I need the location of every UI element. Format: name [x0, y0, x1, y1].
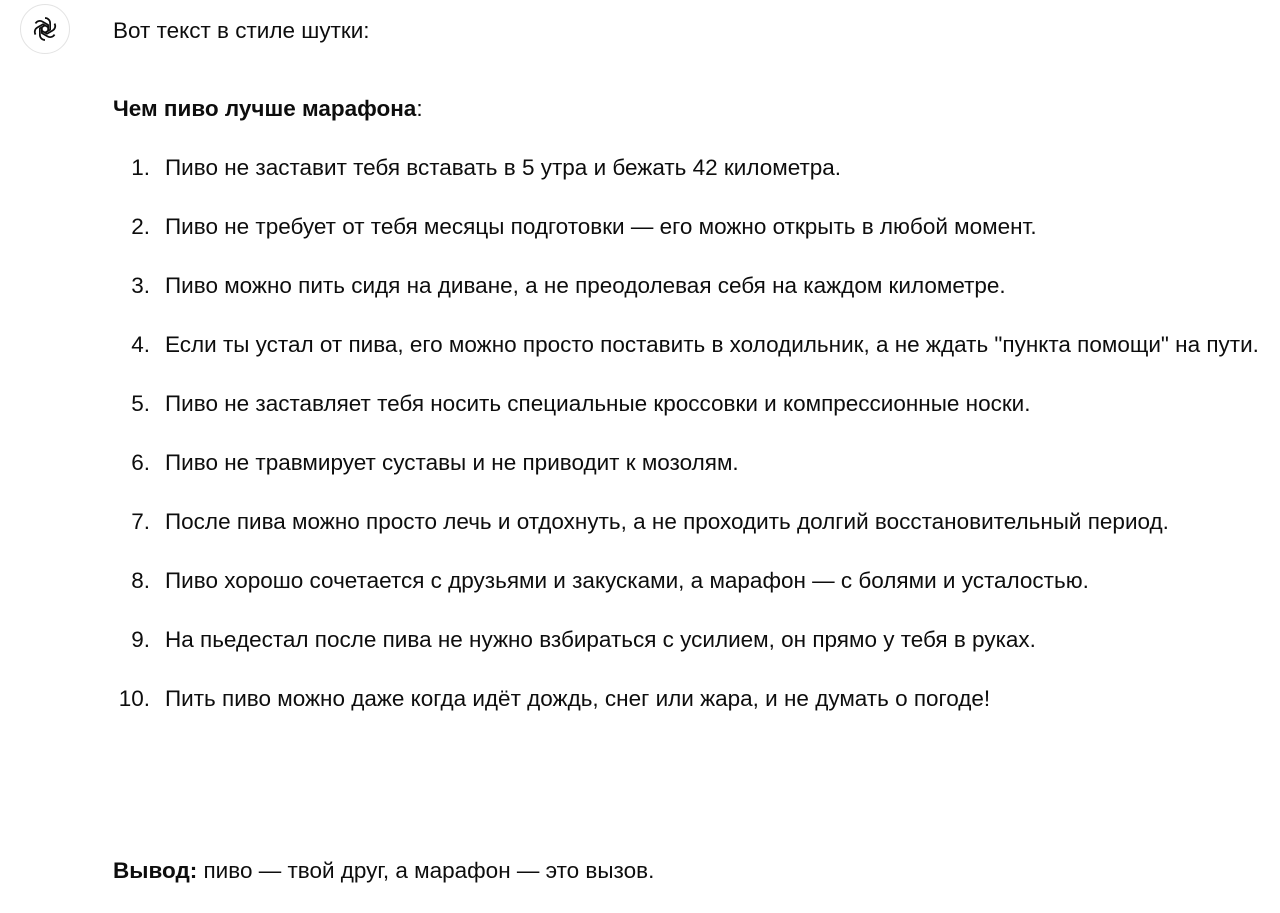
list-item-text: Пиво хорошо сочетается с друзьями и закусками, а марафон — с болями и усталостью. [165, 568, 1089, 593]
list-item-text: Пиво не заставит тебя вставать в 5 утра и бежать 42 километра. [165, 155, 842, 180]
list-item-number: 10. [118, 686, 150, 711]
list-item-text: Пиво не заставляет тебя носить специальные кроссовки и компрессионные носки. [165, 391, 1031, 416]
conclusion-label: Вывод: [113, 858, 198, 883]
message-intro: Вот текст в стиле шутки: [113, 18, 370, 43]
list-item [113, 322, 1263, 367]
list-item [113, 499, 1263, 544]
list-item-number: 6. [131, 450, 150, 475]
list-item-number: 7. [131, 509, 150, 534]
message-conclusion [113, 848, 654, 893]
list-item-number: 8. [131, 568, 150, 593]
assistant-avatar [20, 4, 70, 54]
list-item-number: 2. [131, 214, 150, 239]
list-item-text: Пиво не травмирует суставы и не приводит к мозолям. [165, 450, 739, 475]
list-item-number: 5. [131, 391, 150, 416]
list-item [113, 440, 1263, 485]
list-item-text: После пива можно просто лечь и отдохнуть, а не проходить долгий восстановительный период. [165, 509, 1169, 534]
heading-suffix: : [416, 96, 423, 121]
list-item-number: 4. [131, 332, 150, 357]
message-heading [113, 86, 423, 131]
list-item-number: 1. [131, 155, 150, 180]
list-item [113, 617, 1263, 662]
list-item-number: 3. [131, 273, 150, 298]
list-item-text: Пиво не требует от тебя месяцы подготовки — его можно открыть в любой момент. [165, 214, 1037, 239]
list-item-number: 9. [131, 627, 150, 652]
heading-bold: Чем пиво лучше марафона [113, 96, 417, 121]
list-item-text: Пиво можно пить сидя на диване, а не преодолевая себя на каждом километре. [165, 273, 1006, 298]
conclusion-text: пиво — твой друг, а марафон — это вызов. [197, 858, 655, 883]
numbered-list [113, 145, 1263, 735]
list-item-text: Если ты устал от пива, его можно просто поставить в холодильник, а не ждать "пункта помощи" на пути. [165, 332, 1259, 357]
list-item [113, 263, 1263, 308]
list-item [113, 204, 1263, 249]
list-item-text: Пить пиво можно даже когда идёт дождь, снег или жара, и не думать о погоде! [165, 686, 991, 711]
list-item [113, 381, 1263, 426]
openai-logo-icon [30, 14, 60, 44]
list-item [113, 558, 1263, 603]
list-item [113, 145, 1263, 190]
list-item [113, 676, 1263, 721]
list-item-text: На пьедестал после пива не нужно взбираться с усилием, он прямо у тебя в руках. [165, 627, 1036, 652]
